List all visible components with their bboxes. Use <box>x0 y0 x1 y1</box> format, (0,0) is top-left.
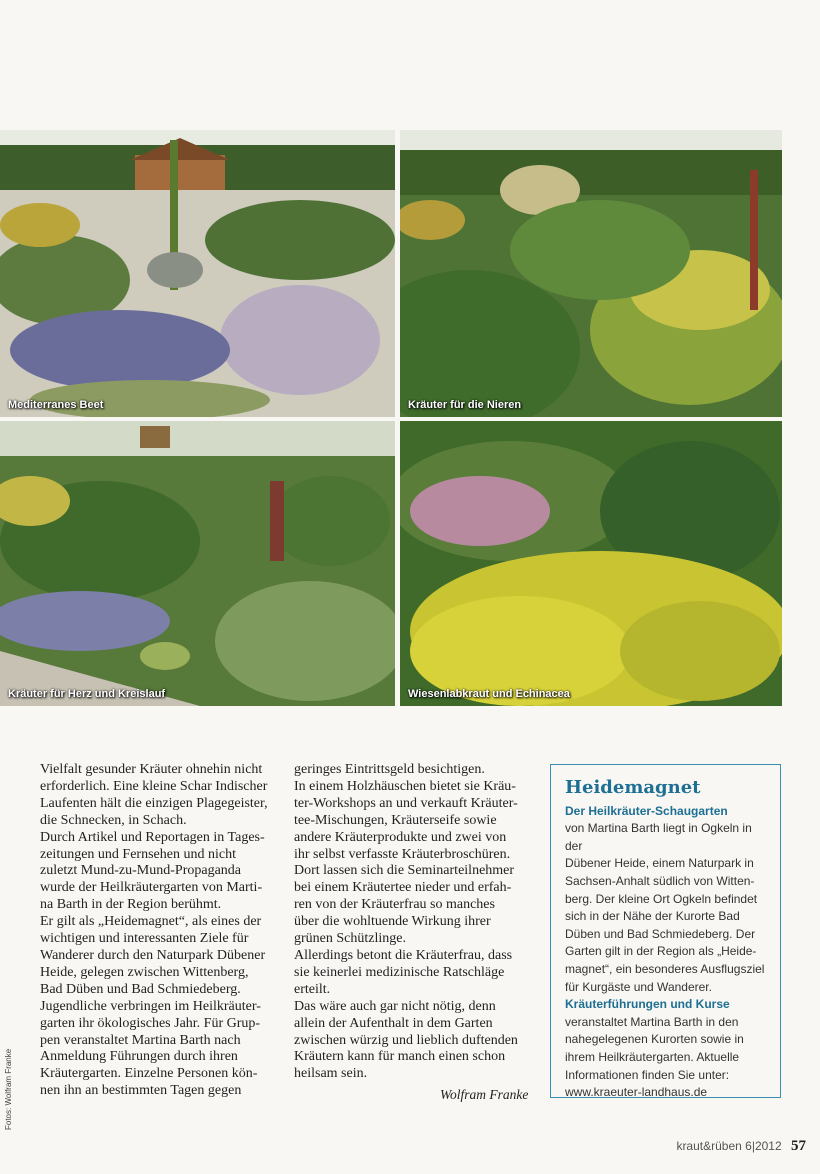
text-line: Heide, gelegen zwischen Wittenberg, <box>40 964 249 980</box>
text-line: Anmeldung Führungen durch ihren <box>40 1049 238 1065</box>
text-line: Er gilt als „Heidemagnet“, als eines der <box>40 914 262 930</box>
photo-kraeuter-nieren <box>400 130 782 417</box>
text-line: Kräutergarten. Einzelne Personen kön- <box>40 1066 258 1082</box>
page-footer <box>676 1138 806 1155</box>
garden-photo-image <box>400 421 782 706</box>
infobox-heading-schaugarten: Der Heilkräuter-Schaugarten <box>565 803 728 818</box>
text-line: tee-Mischungen, Kräuterseife sowie <box>294 812 497 828</box>
text-line: Dübener Heide, einem Naturpark in <box>565 856 754 871</box>
text-line: www.kraeuter-landhaus.de <box>565 1085 708 1100</box>
garden-photo-image <box>0 130 395 417</box>
text-line: ter-Workshops an und verkauft Kräuter- <box>294 795 518 811</box>
author-signature: Wolfram Franke <box>440 1087 529 1102</box>
photo-credit: Fotos: Wolfram Franke <box>4 1048 13 1130</box>
text-line: zuletzt Mund-zu-Mund-Propaganda <box>40 863 241 879</box>
text-line: andere Kräuterprodukte und zwei von <box>294 829 507 845</box>
text-line: Garten gilt in der Region als „Heide- <box>565 944 757 959</box>
text-line: In einem Holzhäuschen bietet sie Kräu- <box>294 778 516 794</box>
text-line: berg. Der kleine Ort Ogkeln befindet <box>565 891 758 906</box>
text-line: heilsam sein. <box>294 1066 368 1082</box>
text-line: magnet“, ein besonderes Ausflugsziel <box>565 961 765 976</box>
text-line: grünen Schützlinge. <box>294 931 406 947</box>
infobox-text-schaugarten <box>565 820 768 996</box>
infobox-heidemagnet <box>550 764 781 1098</box>
text-line: bei einem Kräutertee nieder und erfah- <box>294 880 512 896</box>
text-line: ren von der Kräuterfrau so manches <box>294 897 495 913</box>
text-line: erforderlich. Eine kleine Schar Indischer <box>40 778 268 794</box>
garden-photo-image <box>400 130 782 417</box>
text-line: die Schnecken, in Schach. <box>40 812 187 828</box>
text-line: Düben und Bad Schmiedeberg. Der <box>565 926 756 941</box>
photo-caption: Kräuter für Herz und Kreislauf <box>8 688 166 700</box>
photo-caption: Kräuter für die Nieren <box>408 399 522 411</box>
text-line: nen ihn an bestimmten Tagen gegen <box>40 1083 242 1099</box>
text-line: Wanderer durch den Naturpark Dübener <box>40 947 266 963</box>
text-line: veranstaltet Martina Barth in den <box>565 1014 739 1029</box>
text-line: nahegelegenen Kurorten sowie in <box>565 1032 744 1047</box>
infobox-heading-fuehrungen: Kräuterführungen und Kurse <box>565 997 730 1012</box>
text-line: garten ihr ökologisches Jahr. Für Grup- <box>40 1015 261 1031</box>
text-line: Das wäre auch gar nicht nötig, denn <box>294 998 496 1014</box>
text-line: Bad Düben und Bad Schmiedeberg. <box>40 981 241 997</box>
text-line: für Kurgäste und Wanderer. <box>565 979 712 994</box>
text-line: Vielfalt gesunder Kräuter ohnehin nicht <box>40 762 263 777</box>
text-line: wurde der Heilkräutergarten von Marti- <box>40 880 263 896</box>
text-line: wichtigen und interessanten Ziele für <box>40 931 249 947</box>
text-line: Dort lassen sich die Seminarteilnehmer <box>294 863 515 879</box>
issue-number: 6|2012 <box>745 1139 782 1153</box>
text-line: Laufenten hält die einzigen Plagegeister, <box>40 795 268 811</box>
text-line: Sachsen-Anhalt südlich von Witten- <box>565 873 755 888</box>
text-line: Allerdings betont die Kräuterfrau, dass <box>294 947 513 963</box>
text-line: Informationen finden Sie unter: <box>565 1067 730 1082</box>
text-line: ihr selbst verfasste Kräuterbroschüren. <box>294 846 511 862</box>
text-line: ihrem Heilkräutergarten. Aktuelle <box>565 1049 740 1064</box>
magazine-name: kraut&rüben <box>676 1139 742 1153</box>
photo-kraeuter-herz <box>0 421 395 706</box>
text-line: sie keinerlei medizinische Ratschläge <box>294 964 505 980</box>
text-line: pen veranstaltet Martina Barth nach <box>40 1032 241 1048</box>
infobox-text-fuehrungen <box>565 1014 768 1102</box>
garden-photo-image <box>0 421 395 706</box>
text-line: zwischen würzig und lieblich duftenden <box>294 1032 518 1048</box>
text-line: geringes Eintrittsgeld besichtigen. <box>294 762 485 777</box>
text-line: sich in der Nähe der Kurorte Bad <box>565 909 740 924</box>
photo-caption: Wiesenlabkraut und Echinacea <box>408 688 570 700</box>
text-line: von Martina Barth liegt in Ogkeln in der <box>565 821 752 853</box>
text-line: über die wohltuende Wirkung ihrer <box>294 914 491 930</box>
text-line: zeitungen und Fernsehen und nicht <box>40 846 236 862</box>
photo-wiesenlabkraut-echinacea <box>400 421 782 706</box>
article-column-2 <box>294 762 534 1083</box>
text-line: allein der Aufenthalt in dem Garten <box>294 1015 493 1031</box>
photo-caption: Mediterranes Beet <box>8 399 104 411</box>
infobox-title: Heidemagnet <box>565 777 701 798</box>
text-line: na Barth in der Region berühmt. <box>40 897 222 913</box>
text-line: Durch Artikel und Reportagen in Tages- <box>40 829 265 845</box>
text-line: Jugendliche verbringen im Heilkräuter- <box>40 998 261 1014</box>
article-column-1 <box>40 762 280 1100</box>
photo-mediterranes-beet <box>0 130 395 417</box>
text-line: Kräutern kann für manch einen schon <box>294 1049 506 1065</box>
text-line: erteilt. <box>294 981 331 997</box>
page-number: 57 <box>791 1138 806 1154</box>
